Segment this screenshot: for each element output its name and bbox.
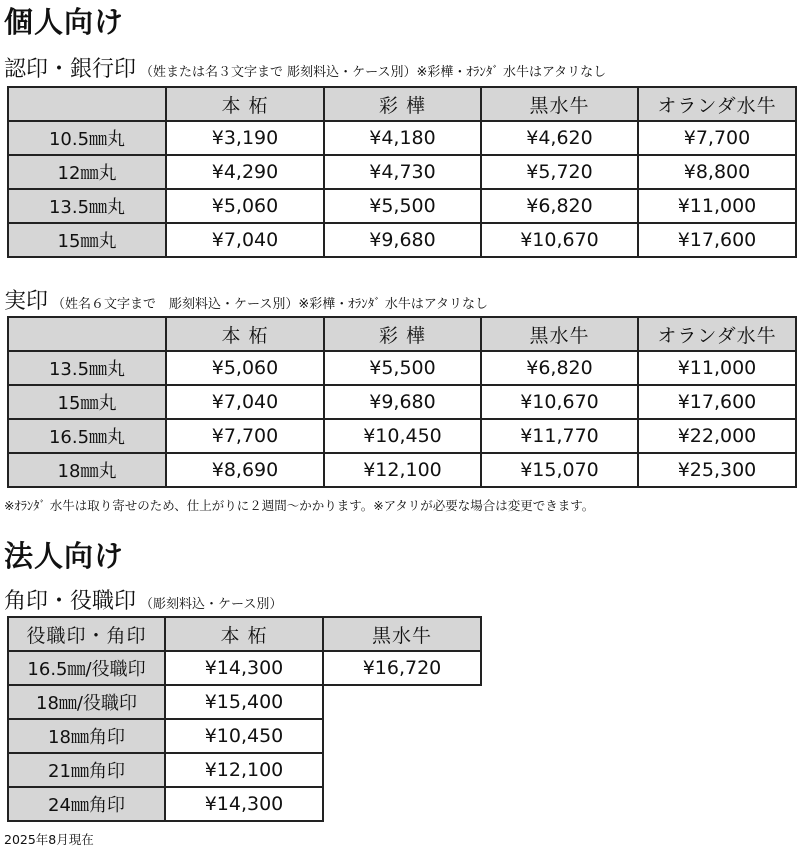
header-cell: 彩 樺 bbox=[324, 87, 481, 121]
price-cell: ¥17,600 bbox=[638, 223, 796, 257]
corporate-title: 角印・役職印 bbox=[4, 589, 137, 614]
table-row bbox=[8, 351, 796, 385]
price-cell: ¥10,670 bbox=[481, 385, 638, 419]
size-label: 12㎜丸 bbox=[8, 155, 166, 189]
jitsuin-price-table bbox=[7, 316, 797, 488]
header-cell: 黒水牛 bbox=[323, 617, 481, 651]
jitsuin-title: 実印 bbox=[4, 289, 49, 314]
price-cell: ¥7,040 bbox=[166, 223, 324, 257]
header-cell bbox=[8, 317, 166, 351]
as-of-date: 2025年8月現在 bbox=[4, 832, 94, 847]
price-cell: ¥25,300 bbox=[638, 453, 796, 487]
size-label: 13.5㎜丸 bbox=[8, 351, 166, 385]
header-cell: オランダ水牛 bbox=[638, 87, 796, 121]
price-cell: ¥5,060 bbox=[166, 351, 324, 385]
ninin-price-table bbox=[7, 86, 797, 258]
table-row bbox=[8, 419, 796, 453]
price-cell: ¥7,040 bbox=[166, 385, 324, 419]
empty-cell bbox=[323, 685, 481, 719]
size-label: 24㎜角印 bbox=[8, 787, 165, 821]
header-cell: 役職印・角印 bbox=[8, 617, 165, 651]
table-header-row bbox=[8, 87, 796, 121]
price-cell: ¥6,820 bbox=[481, 189, 638, 223]
empty-cell bbox=[323, 719, 481, 753]
price-cell: ¥15,400 bbox=[165, 685, 323, 719]
price-cell: ¥8,800 bbox=[638, 155, 796, 189]
price-cell: ¥5,500 bbox=[324, 189, 481, 223]
price-cell: ¥15,070 bbox=[481, 453, 638, 487]
size-label: 13.5㎜丸 bbox=[8, 189, 166, 223]
table-row bbox=[8, 155, 796, 189]
size-label: 18㎜/役職印 bbox=[8, 685, 165, 719]
price-cell: ¥22,000 bbox=[638, 419, 796, 453]
empty-cell bbox=[323, 787, 481, 821]
price-cell: ¥7,700 bbox=[638, 121, 796, 155]
table-header-row bbox=[8, 617, 481, 651]
header-cell: 本 柘 bbox=[165, 617, 323, 651]
table-row bbox=[8, 685, 481, 719]
personal-heading: 個人向け bbox=[4, 5, 125, 39]
table-row bbox=[8, 787, 481, 821]
price-cell: ¥17,600 bbox=[638, 385, 796, 419]
price-cell: ¥14,300 bbox=[165, 651, 323, 685]
header-cell: 彩 樺 bbox=[324, 317, 481, 351]
empty-cell bbox=[323, 753, 481, 787]
corporate-heading: 法人向け bbox=[4, 539, 125, 573]
header-cell: 黒水牛 bbox=[481, 317, 638, 351]
price-cell: ¥11,000 bbox=[638, 351, 796, 385]
price-cell: ¥10,450 bbox=[165, 719, 323, 753]
corporate-section-title bbox=[4, 584, 282, 615]
price-cell: ¥5,060 bbox=[166, 189, 324, 223]
price-cell: ¥7,700 bbox=[166, 419, 324, 453]
price-cell: ¥10,670 bbox=[481, 223, 638, 257]
corporate-price-table bbox=[7, 616, 482, 822]
table-row bbox=[8, 223, 796, 257]
size-label: 10.5㎜丸 bbox=[8, 121, 166, 155]
table-header-row bbox=[8, 317, 796, 351]
price-cell: ¥8,690 bbox=[166, 453, 324, 487]
size-label: 16.5㎜/役職印 bbox=[8, 651, 165, 685]
header-cell bbox=[8, 87, 166, 121]
price-cell: ¥4,620 bbox=[481, 121, 638, 155]
table-row bbox=[8, 453, 796, 487]
ninin-section-title bbox=[4, 52, 606, 83]
size-label: 21㎜角印 bbox=[8, 753, 165, 787]
price-cell: ¥11,770 bbox=[481, 419, 638, 453]
price-cell: ¥14,300 bbox=[165, 787, 323, 821]
price-cell: ¥4,290 bbox=[166, 155, 324, 189]
price-cell: ¥12,100 bbox=[324, 453, 481, 487]
price-cell: ¥5,720 bbox=[481, 155, 638, 189]
header-cell: オランダ水牛 bbox=[638, 317, 796, 351]
table-row bbox=[8, 753, 481, 787]
price-cell: ¥12,100 bbox=[165, 753, 323, 787]
price-cell: ¥3,190 bbox=[166, 121, 324, 155]
price-cell: ¥9,680 bbox=[324, 385, 481, 419]
price-cell: ¥11,000 bbox=[638, 189, 796, 223]
header-cell: 本 柘 bbox=[166, 317, 324, 351]
table-row bbox=[8, 719, 481, 753]
corporate-subtitle: （彫刻料込・ケース別） bbox=[140, 597, 283, 612]
ninin-subtitle: （姓または名３文字まで 彫刻料込・ケース別）※彩樺・ｵﾗﾝﾀﾞ 水牛はアタリなし bbox=[140, 65, 607, 80]
table-row bbox=[8, 121, 796, 155]
size-label: 15㎜丸 bbox=[8, 385, 166, 419]
header-cell: 黒水牛 bbox=[481, 87, 638, 121]
ninin-title: 認印・銀行印 bbox=[4, 57, 137, 82]
jitsuin-section-title bbox=[4, 284, 488, 315]
table-row bbox=[8, 385, 796, 419]
table-row bbox=[8, 651, 481, 685]
jitsuin-subtitle: （姓名６文字まで 彫刻料込・ケース別）※彩樺・ｵﾗﾝﾀﾞ 水牛はアタリなし bbox=[52, 297, 488, 312]
price-cell: ¥4,730 bbox=[324, 155, 481, 189]
size-label: 18㎜丸 bbox=[8, 453, 166, 487]
header-cell: 本 柘 bbox=[166, 87, 324, 121]
price-cell: ¥4,180 bbox=[324, 121, 481, 155]
price-cell: ¥10,450 bbox=[324, 419, 481, 453]
price-cell: ¥16,720 bbox=[323, 651, 481, 685]
price-cell: ¥5,500 bbox=[324, 351, 481, 385]
size-label: 16.5㎜丸 bbox=[8, 419, 166, 453]
price-cell: ¥6,820 bbox=[481, 351, 638, 385]
table-row bbox=[8, 189, 796, 223]
order-note: ※ｵﾗﾝﾀﾞ 水牛は取り寄せのため、仕上がりに２週間～かかります。※アタリが必要な場合は変更できます。 bbox=[4, 498, 595, 513]
size-label: 18㎜角印 bbox=[8, 719, 165, 753]
size-label: 15㎜丸 bbox=[8, 223, 166, 257]
price-cell: ¥9,680 bbox=[324, 223, 481, 257]
